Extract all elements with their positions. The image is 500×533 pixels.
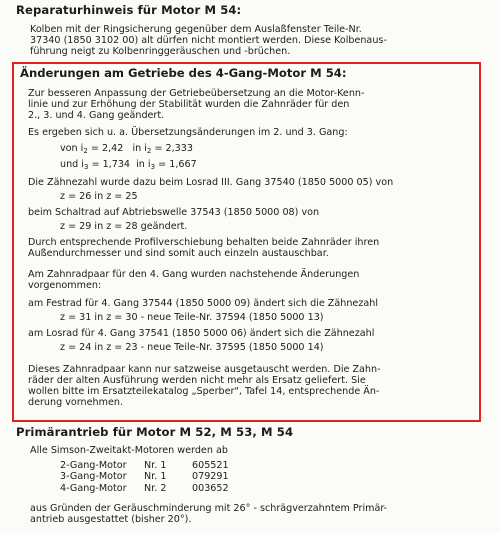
heading-primary-drive: Primärantrieb für Motor M 52, M 53, M 54 xyxy=(16,425,294,439)
table-row xyxy=(60,471,252,482)
shift-gear-change: z = 29 in z = 28 geändert. xyxy=(60,221,188,232)
closing-line: Dieses Zahnradpaar kann nur satzweise ausgetauscht werden. Die Zahn- xyxy=(28,364,381,375)
closing-line: derung vornehmen. xyxy=(28,397,124,408)
serial-cell: 079291 xyxy=(192,471,229,483)
nr-cell: Nr. 1 xyxy=(144,471,167,483)
loose-gear-line: am Losrad für 4. Gang 37541 (1850 5000 06) ändert sich die Zähnezahl xyxy=(28,328,375,339)
gearbox-intro-line: Zur besseren Anpassung der Getriebeübersetzung an die Motor-Kenn- xyxy=(28,88,365,99)
repair-text-line: Kolben mit der Ringsicherung gegenüber dem Auslaßfenster Teile-Nr. xyxy=(30,24,362,35)
table-row xyxy=(60,483,252,494)
table-row xyxy=(60,460,252,471)
ratio-line-3rd-gear: und $i_3 = 1,734$ in $i_3 = 1,667$ xyxy=(60,159,197,171)
ratio-intro: Es ergeben sich u. a. Übersetzungsänderungen im 2. und 3. Gang: xyxy=(28,127,348,138)
profile-line: Außendurchmesser und sind somit auch einzeln austauschbar. xyxy=(28,248,329,259)
fixed-gear-new-part: z = 31 in z = 30 - neue Teile-Nr. 37594 (1850 5000 13) xyxy=(60,312,324,323)
teeth-change-1: z = 26 in z = 25 xyxy=(60,191,138,202)
heading-repair-note: Reparaturhinweis für Motor M 54: xyxy=(16,3,242,17)
primary-intro: Alle Simson-Zweitakt-Motoren werden ab xyxy=(30,445,228,456)
primary-closing-line: antrieb ausgestattet (bisher 20°). xyxy=(30,514,192,525)
teeth-intro: Die Zähnezahl wurde dazu beim Losrad III. Gang 37540 (1850 5000 05) von xyxy=(28,177,394,188)
motor-cell: 4-Gang-Motor xyxy=(60,482,127,494)
closing-line: wollen bitte im Ersatzteilekatalog „Sperber", Tafel 14, entsprechende Än- xyxy=(28,386,380,397)
gear4-intro-line: vorgenommen: xyxy=(28,280,102,291)
profile-line: Durch entsprechende Profilverschiebung behalten beide Zahnräder ihren xyxy=(28,237,380,248)
motor-serial-table xyxy=(60,460,252,494)
highlight-frame xyxy=(12,62,481,422)
motor-cell: 2-Gang-Motor xyxy=(60,460,127,471)
fixed-gear-line: am Festrad für 4. Gang 37544 (1850 5000 09) ändert sich die Zähnezahl xyxy=(28,298,378,309)
repair-text-line: 37340 (1850 3102 00) alt dürfen nicht montiert werden. Diese Kolbenaus- xyxy=(30,35,387,46)
motor-cell: 3-Gang-Motor xyxy=(60,471,127,483)
shift-gear-intro: beim Schaltrad auf Abtriebswelle 37543 (1850 5000 08) von xyxy=(28,207,320,218)
gearbox-intro-line: 2., 3. und 4. Gang geändert. xyxy=(28,110,165,121)
nr-cell: Nr. 2 xyxy=(144,482,167,494)
loose-gear-new-part: z = 24 in z = 23 - neue Teile-Nr. 37595 (1850 5000 14) xyxy=(60,342,324,353)
nr-cell: Nr. 1 xyxy=(144,460,167,471)
serial-cell: 003652 xyxy=(192,482,229,494)
primary-closing-line: aus Gründen der Geräuschminderung mit 26° - schrägverzahntem Primär- xyxy=(30,503,388,514)
repair-text-line: führung neigt zu Kolbenringgeräuschen und -brüchen. xyxy=(30,46,291,57)
gearbox-intro-line: linie und zur Erhöhung der Stabilität wurden die Zahnräder für den xyxy=(28,99,350,110)
gear4-intro-line: Am Zahnradpaar für den 4. Gang wurden nachstehende Änderungen xyxy=(28,269,360,280)
heading-gearbox-changes: Änderungen am Getriebe des 4-Gang-Motor M 54: xyxy=(20,66,347,80)
serial-cell: 605521 xyxy=(192,460,229,471)
ratio-line-2nd-gear: von $i_2 = 2,42$ in $i_2 = 2,333$ xyxy=(60,143,193,155)
closing-line: räder der alten Ausführung werden nicht mehr als Ersatz geliefert. Sie xyxy=(28,375,366,386)
